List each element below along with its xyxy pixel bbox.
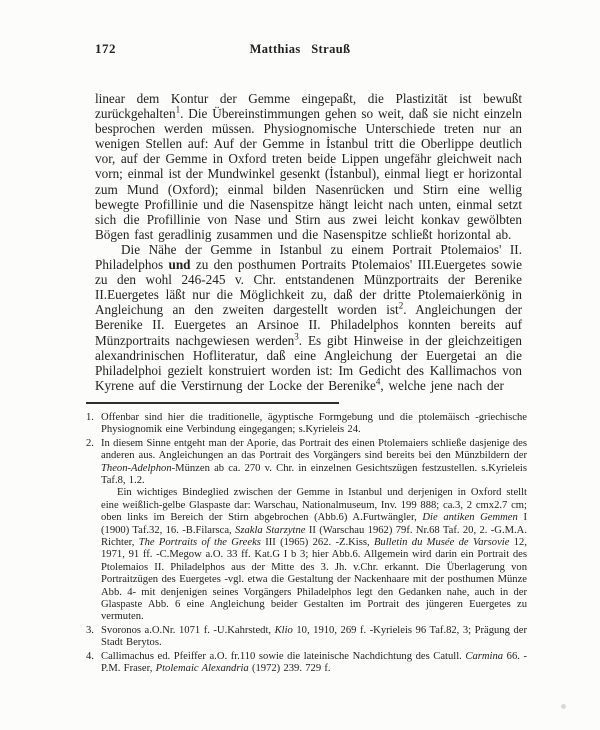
- footnotes-section: [86, 412, 527, 676]
- footnote-paragraph: In diesem Sinne entgeht man der Aporie, das Portrait des einen Ptolemaiers schließe dasjenige des anderen aus. Angleichungen an das Portrait des Vorgängers sind bereits bei den Münzbildern der Theon-Adelphon-Münzen ab ca. 270 v. Chr. in einzelnen Gesichtszügen festzustellen. s.Kyrieleis Taf.8, 1.2.: [101, 437, 527, 486]
- footnote-text: [101, 651, 527, 676]
- page-content: [86, 91, 528, 676]
- footnote: [86, 651, 527, 676]
- footnote-paragraph: Svoronos a.O.Nr. 1071 f. -U.Kahrstedt, Klio 10, 1910, 269 f. -Kyrieleis 96 Taf.82, 3; Prägung der Stadt Berytos.: [101, 624, 528, 649]
- footnote-number: 4.: [86, 650, 94, 662]
- body-paragraph: Die Nähe der Gemme in Istanbul zu einem Portrait Ptolemaios' II. Philadelphos und zu den posthumen Portraits Ptolemaios' III.Euergetes sowie zu den wohl 246-245 v. Chr. entstandenen Münzportraits der Berenike II.Euergetes läßt nur die Möglichkeit zu, daß der dritte Ptolemaierkönig in Angleichung an den zweiten dargestellt worden ist$^2$. Angleichungen der Berenike II. Euergetes an Arsinoe II. Philadelphos konnten bereits auf Münzportraits nachgewiesen werden$^3$. Es gibt Hinweise in der gleichzeitigen alexandrinischen Hofliteratur, daß eine Angleichung der Euergetai an die Philadelphoi gezielt konstruiert worden ist: Im Gedicht des Kallimachos von Kyrene auf die Verstirnung der Locke der Berenike$^4$, welche jene nach der: [95, 241, 523, 393]
- running-head-author: Matthias Strauß: [249, 42, 351, 56]
- footnote-text: [101, 625, 527, 650]
- page-header: [0, 41, 600, 59]
- footnote-paragraph: Ein wichtiges Bindeglied zwischen der Gemme in Istanbul und derjenigen in Oxford stellt eine weißlich-gelbe Glaspaste dar: Warschau, Nationalmuseum, Inv. 199 888; ca.3, 2 cmx2.7 cm; oben links im Bereich der Stirn abgebrochen (Abb.6) A.Furtwängler, Die antiken Gemmen I (1900) Taf.32, 16. -B.Filarsca, Szakla Starzytne II (Warschau 1962) 79f. Nr.68 Taf. 20, 2. -G.M.A. Richter, The Portraits of the Greeks III (1965) 262. -Z.Kiss, Bulletin du Musée de Varsovie 12, 1971, 91 ff. -C.Megow a.O. 33 ff. Kat.G I b 3; hier Abb.6. Allgemein wird darin ein Portrait des Ptolemaios II. Philadelphos aus der Mitte des 3. Jh. v.Chr. erkannt. Die Überlagerung von Portraitzügen des Euergetes -vgl. etwa die Gestaltung der Nackenhaare mit der posthumen Münze Abb. 4- mit denjenigen seines Vorgängers Philadelphos legt den Gedanken nahe, auch in der Glaspaste Abb. 6 eine Angleichung beider Gestalten im Portrait des jüngeren Euergetes zu vermuten.: [101, 487, 527, 623]
- footnote: [86, 438, 527, 624]
- page-number: 172: [95, 41, 116, 56]
- footnote-paragraph: Callimachus ed. Pfeiffer a.O. fr.110 sowie die lateinische Nachdichtung des Catull. Carmina 66. - P.M. Fraser, Ptolemaic Alexandria (1972) 239. 729 f.: [101, 650, 527, 674]
- footnote-number: 3.: [86, 624, 94, 636]
- footnote-number: 1.: [86, 411, 94, 423]
- footnote-separator-rule: [86, 402, 339, 404]
- footnote-paragraph: Offenbar sind hier die traditionelle, ägyptische Formgebung und die ptolemäisch -griechische Physiognomik eine Verbindung eingegangen; s.Kyrieleis 24.: [101, 411, 527, 436]
- body-text: [95, 91, 522, 393]
- footnote: [86, 412, 527, 437]
- scan-speck-artifact: [561, 704, 566, 709]
- body-paragraph: linear dem Kontur der Gemme eingepaßt, die Plastizität ist bewußt zurückgehalten$^1$. Die Übereinstimmungen gehen so weit, daß sie nicht einzeln besprochen werden müssen. Physiognomische Unterschiede treten nur an wenigen Stellen auf: Auf der Gemme in İstanbul tritt die Oberlippe deutlich vor, auf der Gemme in Oxford treten beide Lippen ungefähr gleichweit nach vorn; einmal ist der Mundwinkel gesenkt (İstanbul), einmal liegt er horizontal zum Mund (Oxford); einmal bilden Nasenrücken und Stirn eine wellig bewegte Profillinie und die Nasenspitze hängt leicht nach unten, einmal setzt sich die Profillinie von Nase und Stirn aus zwei leicht konkav gewölbten Bögen fast geradlinig zusammen und die Nasenspitze schließt horizontal ab.: [95, 91, 522, 242]
- footnote-text: [101, 412, 527, 437]
- footnote: [86, 625, 527, 650]
- footnote-number: 2.: [86, 437, 94, 449]
- footnote-text: [101, 438, 527, 624]
